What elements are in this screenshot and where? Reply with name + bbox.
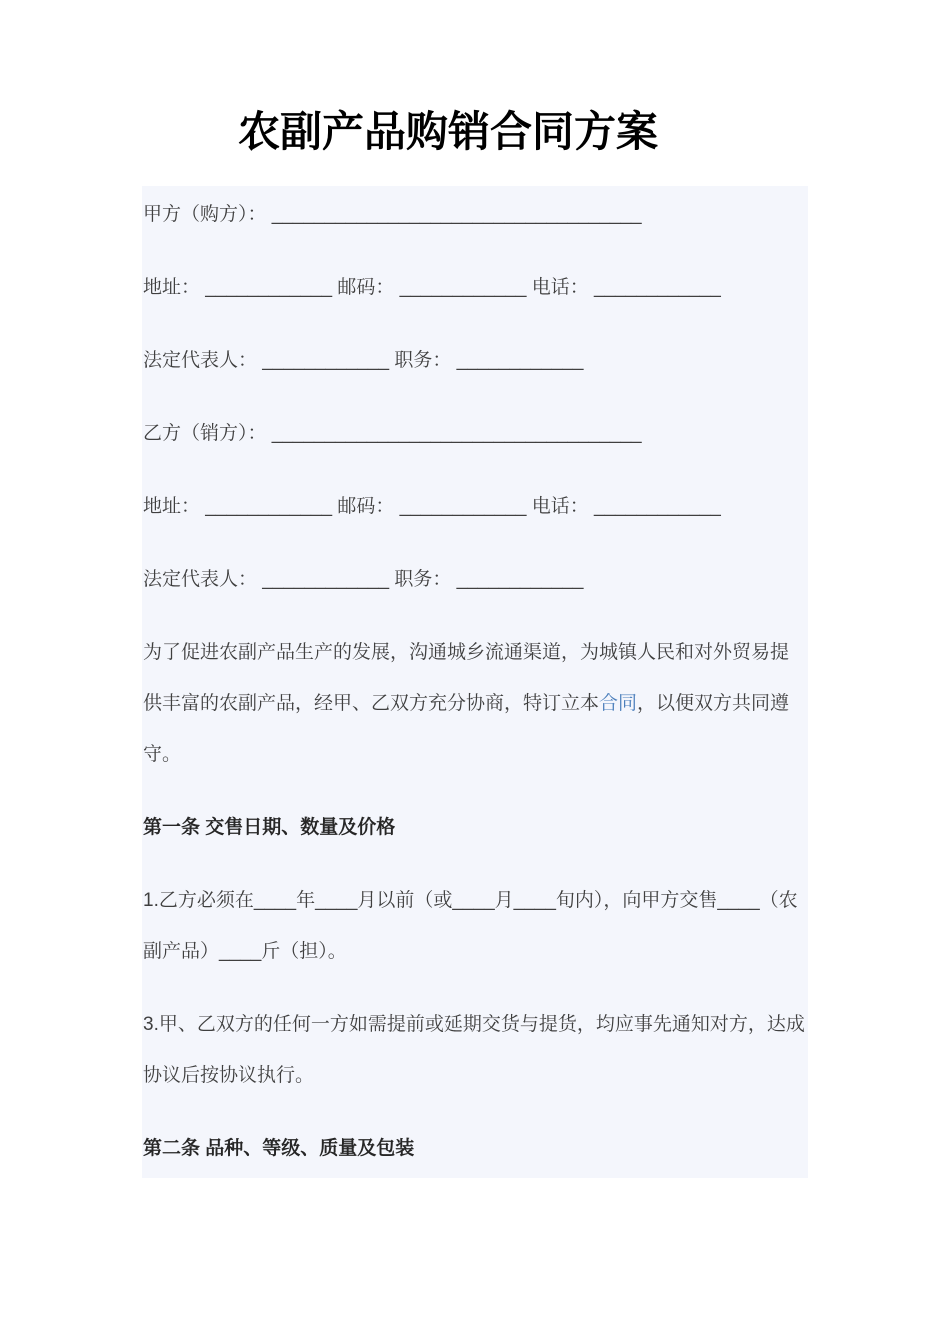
party-a-address-line: 地址： ____________ 邮码： ____________ 电话： ____________ [143,276,721,298]
article-1-item-1: 1.乙方必须在____年____月以前（或____月____旬内），向甲方交售____（农副产品）____斤（担）。 [143,889,798,962]
party-b-representative-line: 法定代表人： ____________ 职务： ____________ [143,568,584,590]
contract-body-panel [142,186,808,1178]
article-1-item-3: 3.甲、乙双方的任何一方如需提前或延期交货与提货，均应事先通知对方，达成协议后按协议执行。 [143,1013,805,1086]
preamble-paragraph [143,627,807,780]
article-2-heading: 第二条 品种、等级、质量及包装 [143,1137,415,1159]
party-b-address-line: 地址： ____________ 邮码： ____________ 电话： ____________ [143,495,721,517]
contract-term-link[interactable]: 合同 [599,692,638,714]
preamble-text-after-link: ，以便双方共同遵守。 [143,692,790,765]
party-b-name-line: 乙方（销方）： ___________________________________ [143,422,642,444]
preamble-text-before-link: 为了促进农副产品生产的发展，沟通城乡流通渠道，为城镇人民和对外贸易提供丰富的农副产品，经甲、乙双方充分协商，特订立本 [143,641,790,714]
page-title: 农副产品购销合同方案 [237,110,658,156]
party-a-representative-line: 法定代表人： ____________ 职务： ____________ [143,349,584,371]
party-a-name-line: 甲方（购方）： ___________________________________ [143,203,642,225]
article-1-heading: 第一条 交售日期、数量及价格 [143,816,396,838]
